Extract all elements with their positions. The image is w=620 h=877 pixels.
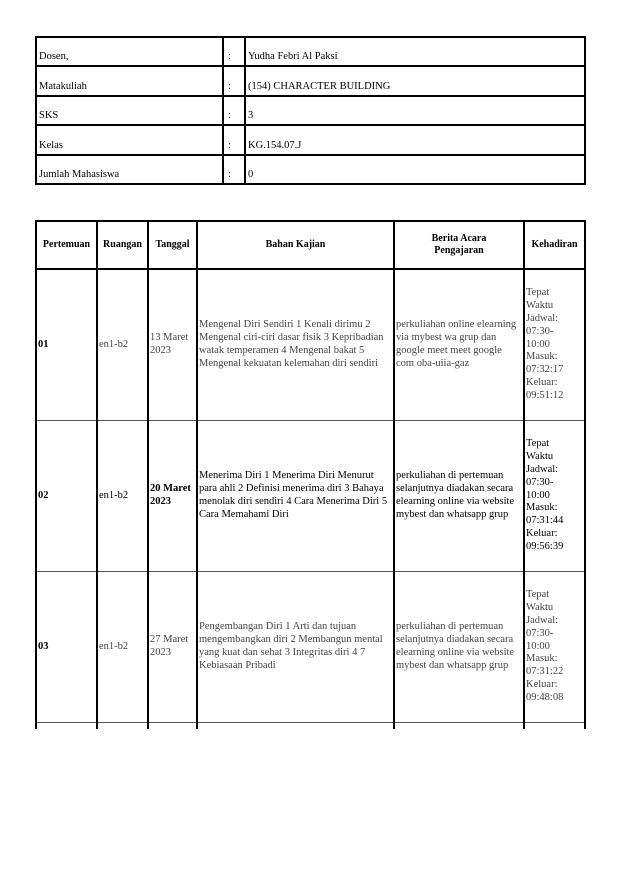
kehadiran-line: Tepat	[526, 589, 550, 601]
cell-kehadiran	[524, 572, 585, 723]
kehadiran-line: 07:31:22	[526, 666, 564, 678]
kehadiran-line: Tepat	[526, 287, 550, 299]
info-label: Kelas	[36, 125, 223, 154]
info-label: Jumlah Mahasiswa	[36, 155, 223, 184]
kehadiran-line: 07:31:44	[526, 515, 564, 527]
cell-ruangan: en1-b2	[97, 421, 148, 572]
kehadiran-line: Masuk:	[526, 653, 558, 665]
cell-kehadiran	[524, 269, 585, 421]
cell-bahan-kajian: Mengenal Diri Sendiri 1 Kenali dirimu 2 Mengenal ciri-ciri dasar fisik 3 Kepribadian watak temperamen 4 Mengenal bakat 5 Mengenal kekuatan kelemahan diri sendiri	[197, 269, 394, 421]
cell-bahan-kajian: Pengembangan Diri 1 Arti dan tujuan mengembangkan diri 2 Membangun mental yang kuat dan sehat 3 Integritas diri 4 7 Kebiasaan Pribadi	[197, 572, 394, 723]
info-value: 3	[245, 96, 585, 125]
header-tanggal: Tanggal	[148, 221, 197, 269]
cell-pertemuan: 01	[36, 269, 97, 421]
cell-kehadiran	[524, 421, 585, 572]
kehadiran-line: 07:30-	[526, 476, 554, 488]
header-bahan-kajian: Bahan Kajian	[197, 221, 394, 269]
table-row	[36, 269, 585, 421]
cell-berita-acara: perkuliahan di pertemuan selanjutnya diadakan secara elearning online via website mybest dan whatsapp grup	[394, 421, 524, 572]
schedule-table	[35, 220, 586, 729]
kehadiran-line: Jadwal:	[526, 464, 559, 475]
info-sep: :	[223, 66, 245, 95]
kehadiran-line: Waktu	[526, 300, 554, 312]
kehadiran-line: Tepat	[526, 438, 550, 450]
header-kehadiran: Kehadiran	[524, 221, 585, 269]
kehadiran-line: Keluar:	[526, 527, 558, 539]
cell-berita-acara: perkuliahan online elearning via mybest wa grup dan google meet meet google com oba-uiia-gaz	[394, 269, 524, 421]
kehadiran-line: Jadwal:	[526, 313, 559, 324]
tanggal-line1: 20 Maret	[150, 483, 191, 495]
tanggal-line2: 2023	[150, 496, 171, 507]
kehadiran-line: Keluar:	[526, 678, 558, 690]
table-continuation	[36, 723, 585, 730]
kehadiran-line: 10:00	[526, 338, 550, 350]
kehadiran-line: 07:30-	[526, 627, 554, 639]
info-row-kelas	[36, 125, 585, 154]
tanggal-line1: 27 Maret	[150, 634, 189, 646]
info-sep: :	[223, 96, 245, 125]
header-pertemuan: Pertemuan	[36, 221, 97, 269]
header-ruangan: Ruangan	[97, 221, 148, 269]
info-value: Yudha Febri Al Paksi	[245, 37, 585, 66]
info-label: Dosen,	[36, 37, 223, 66]
table-row	[36, 572, 585, 723]
tanggal-line2: 2023	[150, 345, 171, 356]
info-row-jumlah	[36, 155, 585, 184]
cell-berita-acara: perkuliahan di pertemuan selanjutnya diadakan secara elearning online via website mybest dan whatsapp grup	[394, 572, 524, 723]
header-berita-line2: Pengajaran	[434, 245, 484, 256]
kehadiran-line: Waktu	[526, 451, 554, 463]
table-row	[36, 421, 585, 572]
info-sep: :	[223, 155, 245, 184]
kehadiran-line: 07:32:17	[526, 364, 564, 376]
tanggal-line2: 2023	[150, 647, 171, 658]
kehadiran-line: 09:51:12	[526, 389, 564, 401]
kehadiran-line: Waktu	[526, 602, 554, 614]
cell-ruangan: en1-b2	[97, 269, 148, 421]
kehadiran-line: Keluar:	[526, 376, 558, 388]
cell-pertemuan: 02	[36, 421, 97, 572]
header-berita-line1: Berita Acara	[431, 232, 487, 244]
info-row-dosen	[36, 37, 585, 66]
info-label: Matakuliah	[36, 66, 223, 95]
kehadiran-line: 09:56:39	[526, 540, 564, 552]
tanggal-line1: 13 Maret	[150, 332, 189, 344]
info-row-sks	[36, 96, 585, 125]
cell-ruangan: en1-b2	[97, 572, 148, 723]
header-berita-acara	[394, 221, 524, 269]
info-value: 0	[245, 155, 585, 184]
info-value: (154) CHARACTER BUILDING	[245, 66, 585, 95]
kehadiran-line: 10:00	[526, 489, 550, 501]
cell-tanggal	[148, 269, 197, 421]
cell-bahan-kajian: Menerima Diri 1 Menerima Diri Menurut para ahli 2 Definisi menerima diri 3 Bahaya menolak diri sendiri 4 Cara Menerima Diri 5 Cara Memahami Diri	[197, 421, 394, 572]
cell-tanggal	[148, 572, 197, 723]
info-label: SKS	[36, 96, 223, 125]
kehadiran-line: Jadwal:	[526, 615, 559, 626]
schedule-header-row	[36, 221, 585, 269]
cell-tanggal	[148, 421, 197, 572]
cell-pertemuan: 03	[36, 572, 97, 723]
kehadiran-line: 09:48:08	[526, 691, 564, 703]
course-info-table	[35, 36, 586, 185]
kehadiran-line: 07:30-	[526, 325, 554, 337]
info-sep: :	[223, 37, 245, 66]
kehadiran-line: Masuk:	[526, 351, 558, 363]
info-sep: :	[223, 125, 245, 154]
info-row-matakuliah	[36, 66, 585, 95]
kehadiran-line: 10:00	[526, 640, 550, 652]
kehadiran-line: Masuk:	[526, 502, 558, 514]
info-value: KG.154.07.J	[245, 125, 585, 154]
